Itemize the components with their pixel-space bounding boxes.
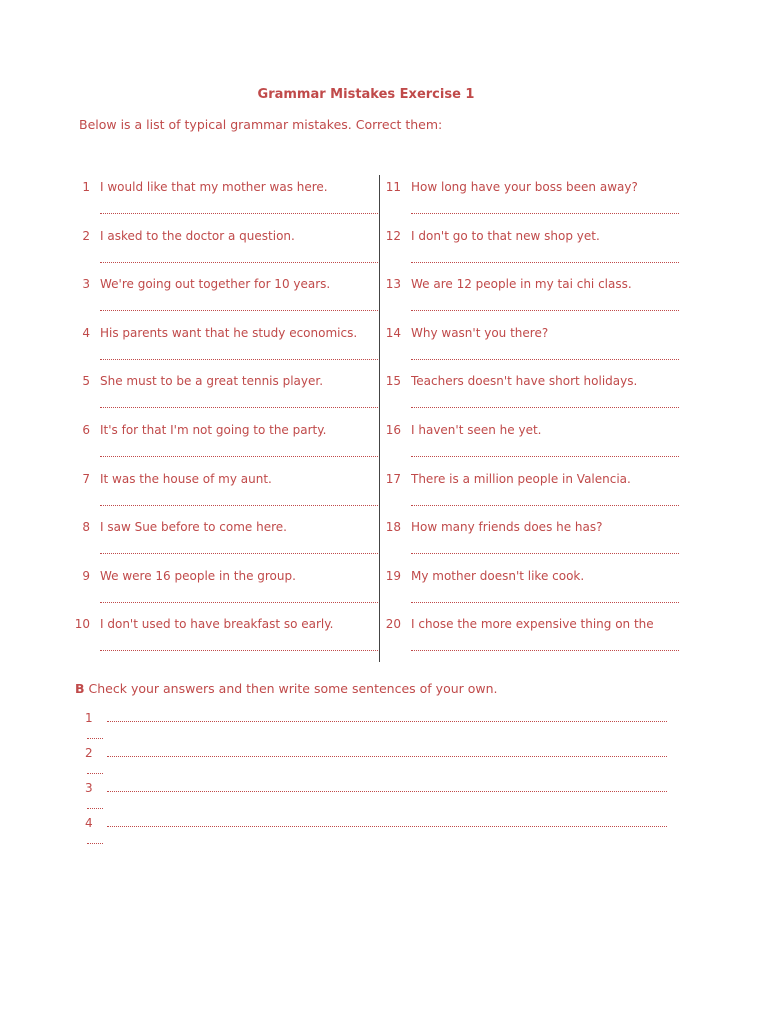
exercise-item — [70, 277, 378, 326]
answer-line[interactable] — [411, 456, 679, 457]
exercise-item — [381, 569, 679, 618]
item-number: 6 — [82, 422, 90, 437]
item-number: 15 — [385, 374, 401, 389]
exercise-item — [381, 423, 679, 472]
item-number: 13 — [385, 277, 401, 292]
answer-line[interactable] — [100, 553, 378, 554]
answer-line[interactable] — [411, 650, 679, 651]
answer-line-continuation — [87, 773, 103, 774]
answer-line[interactable] — [100, 505, 378, 506]
exercise-item — [70, 472, 378, 521]
answer-line[interactable] — [411, 262, 679, 263]
answer-line[interactable] — [107, 791, 667, 792]
answer-line[interactable] — [107, 826, 667, 827]
item-number: 16 — [385, 422, 401, 437]
item-number: 10 — [74, 617, 90, 632]
item-number: 14 — [385, 325, 401, 340]
exercise-item — [381, 326, 679, 375]
own-sentence-row — [85, 781, 667, 816]
item-number: 17 — [385, 471, 401, 486]
exercise-item — [70, 229, 378, 278]
item-sentence: Teachers doesn't have short holidays. — [411, 374, 638, 389]
item-sentence: His parents want that he study economics. — [100, 325, 358, 340]
part-b-instructions — [75, 681, 498, 696]
item-sentence: We're going out together for 10 years. — [100, 277, 331, 292]
page-title: Grammar Mistakes Exercise 1 — [257, 87, 475, 102]
answer-line[interactable] — [411, 310, 679, 311]
sentence-number: 4 — [85, 816, 93, 830]
own-sentence-row — [85, 746, 667, 781]
own-sentence-row — [85, 711, 667, 746]
exercise-item — [381, 520, 679, 569]
item-number: 9 — [82, 568, 90, 583]
exercise-item — [70, 423, 378, 472]
item-number: 3 — [82, 277, 90, 292]
exercise-item — [381, 229, 679, 278]
item-number: 2 — [82, 228, 90, 243]
exercise-item — [70, 520, 378, 569]
part-b-text: Check your answers and then write some sentences of your own. — [88, 681, 498, 696]
item-sentence: I don't used to have breakfast so early. — [100, 617, 334, 632]
column-divider — [379, 175, 380, 662]
item-sentence: I would like that my mother was here. — [100, 180, 328, 194]
answer-line-continuation — [87, 843, 103, 844]
exercise-item — [381, 472, 679, 521]
answer-line[interactable] — [100, 602, 378, 603]
item-sentence: I chose the more expensive thing on the — [411, 617, 654, 632]
exercise-item — [70, 569, 378, 618]
own-sentence-row — [85, 816, 667, 851]
answer-line[interactable] — [411, 407, 679, 408]
sentence-number: 2 — [85, 746, 93, 760]
item-sentence: How long have your boss been away? — [411, 180, 638, 194]
item-number: 7 — [82, 471, 90, 486]
item-number: 18 — [385, 520, 401, 535]
item-number: 11 — [385, 180, 401, 194]
item-sentence: Why wasn't you there? — [411, 325, 549, 340]
answer-line[interactable] — [411, 553, 679, 554]
answer-line[interactable] — [107, 721, 667, 722]
answer-line[interactable] — [100, 359, 378, 360]
item-number: 12 — [385, 228, 401, 243]
item-sentence: It's for that I'm not going to the party. — [100, 422, 327, 437]
item-sentence: My mother doesn't like cook. — [411, 568, 585, 583]
exercise-column-right — [381, 180, 679, 666]
exercise-item — [381, 180, 679, 229]
exercise-column-left — [70, 180, 378, 666]
sentence-number: 1 — [85, 711, 93, 725]
item-sentence: It was the house of my aunt. — [100, 471, 272, 486]
item-sentence: I asked to the doctor a question. — [100, 228, 295, 243]
item-sentence: How many friends does he has? — [411, 520, 603, 535]
answer-line[interactable] — [100, 310, 378, 311]
answer-line[interactable] — [411, 213, 679, 214]
item-sentence: We were 16 people in the group. — [100, 568, 296, 583]
item-sentence: I saw Sue before to come here. — [100, 520, 287, 535]
answer-line[interactable] — [100, 213, 378, 214]
item-sentence: She must to be a great tennis player. — [100, 374, 324, 389]
exercise-item — [381, 617, 679, 666]
exercise-item — [70, 617, 378, 666]
answer-line[interactable] — [100, 650, 378, 651]
item-number: 1 — [82, 180, 90, 194]
exercise-item — [70, 180, 378, 229]
item-number: 5 — [82, 374, 90, 389]
exercise-item — [70, 374, 378, 423]
answer-line[interactable] — [107, 756, 667, 757]
answer-line-continuation — [87, 738, 103, 739]
item-number: 4 — [82, 325, 90, 340]
item-sentence: There is a million people in Valencia. — [411, 471, 631, 486]
exercise-item — [381, 374, 679, 423]
instructions: Below is a list of typical grammar mistakes. Correct them: — [79, 117, 443, 132]
answer-line[interactable] — [411, 505, 679, 506]
exercise-item — [381, 277, 679, 326]
answer-line[interactable] — [411, 359, 679, 360]
item-number: 19 — [385, 568, 401, 583]
answer-line[interactable] — [100, 407, 378, 408]
item-number: 20 — [385, 617, 401, 632]
item-sentence: I don't go to that new shop yet. — [411, 228, 600, 243]
part-b-label: B — [75, 681, 85, 696]
item-sentence: I haven't seen he yet. — [411, 422, 542, 437]
answer-line[interactable] — [411, 602, 679, 603]
sentence-number: 3 — [85, 781, 93, 795]
item-number: 8 — [82, 520, 90, 535]
answer-line[interactable] — [100, 456, 378, 457]
exercise-item — [70, 326, 378, 375]
answer-line[interactable] — [100, 262, 378, 263]
item-sentence: We are 12 people in my tai chi class. — [411, 277, 632, 292]
answer-line-continuation — [87, 808, 103, 809]
